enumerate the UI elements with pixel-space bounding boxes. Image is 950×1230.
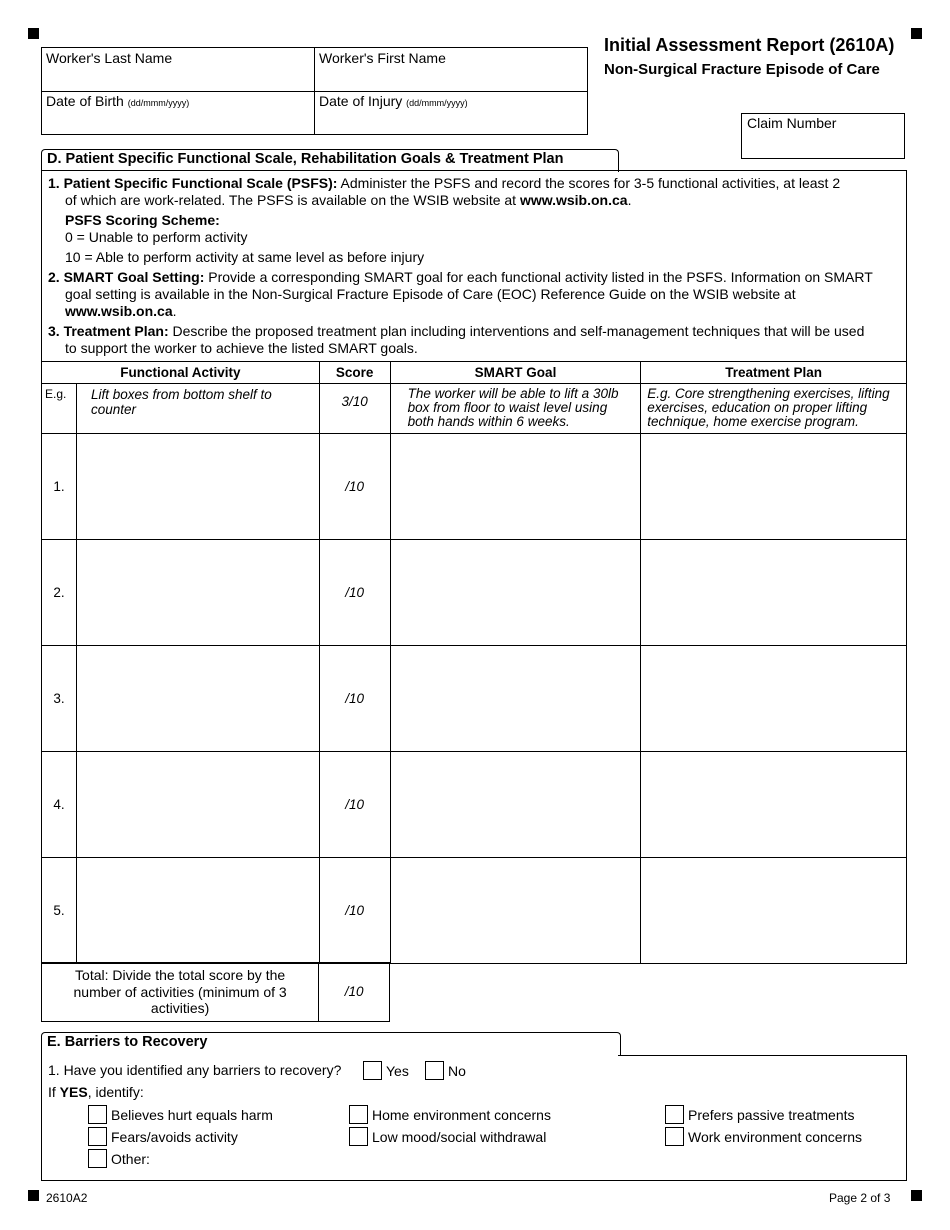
total-table (41, 962, 390, 1022)
smart-goal-input[interactable] (390, 540, 641, 646)
fears-checkbox[interactable] (88, 1127, 107, 1146)
example-label: E.g. (42, 384, 77, 434)
claim-number-label: Claim Number (747, 115, 837, 131)
row-number: 4. (42, 752, 77, 858)
page-number: Page 2 of 3 (829, 1191, 891, 1205)
form-code: 2610A2 (46, 1191, 88, 1205)
no-label: No (448, 1062, 466, 1079)
example-score: 3/10 (319, 384, 390, 434)
other-checkbox[interactable] (88, 1149, 107, 1168)
table-row (42, 858, 907, 964)
row-number: 2. (42, 540, 77, 646)
treatment-plan-input[interactable] (641, 434, 907, 540)
claim-number-field[interactable] (741, 113, 905, 159)
form-subtitle: Non-Surgical Fracture Episode of Care (604, 61, 880, 78)
table-row (42, 434, 907, 540)
item3-text-a: Describe the proposed treatment plan including interventions and self-management techniques that will be used (172, 323, 865, 339)
item2-heading: SMART Goal Setting: (63, 269, 205, 285)
low-mood-checkbox[interactable] (349, 1127, 368, 1146)
smart-goal-input[interactable] (390, 434, 641, 540)
item1-number: 1. (48, 175, 60, 191)
activity-input[interactable] (76, 434, 319, 540)
registration-mark-bottom-left (28, 1190, 39, 1201)
smart-goal-input[interactable] (390, 752, 641, 858)
item3-number: 3. (48, 323, 60, 339)
example-activity: Lift boxes from bottom shelf to counter (76, 384, 319, 434)
first-name-field[interactable] (315, 48, 587, 91)
other-label: Other: (111, 1150, 150, 1167)
instruction-2: 2. SMART Goal Setting: Provide a corresponding SMART goal for each functional activity listed in the PSFS. Information on SMART goal setting is available in the Non-Surgical Fracture Episode of Care (EOC) Reference Guide on the WSIB website at www.wsib.on.ca. (48, 269, 898, 320)
barriers-question: 1. Have you identified any barriers to recovery? (48, 1062, 342, 1078)
table-row (42, 646, 907, 752)
instruction-3 (48, 323, 898, 357)
scoring-10: 10 = Able to perform activity at same level as before injury (65, 249, 425, 265)
treatment-plan-input[interactable] (641, 540, 907, 646)
registration-mark-top-right (911, 28, 922, 39)
wsib-link-1[interactable]: www.wsib.on.ca (519, 192, 628, 208)
form-title: Initial Assessment Report (2610A) (604, 35, 895, 55)
last-name-label: Worker's Last Name (46, 50, 173, 66)
item3-heading: Treatment Plan: (63, 323, 169, 339)
item2-text-b: goal setting is available in the Non-Surgical Fracture Episode of Care (EOC) Reference Guide on the WSIB website at (65, 286, 796, 302)
activity-input[interactable] (76, 858, 319, 964)
dob-label: Date of Birth (46, 93, 124, 109)
fears-label: Fears/avoids activity (111, 1128, 238, 1145)
home-env-label: Home environment concerns (372, 1106, 551, 1123)
no-checkbox[interactable] (425, 1061, 444, 1080)
work-env-checkbox[interactable] (665, 1127, 684, 1146)
header-score: Score (319, 362, 390, 384)
scoring-0: 0 = Unable to perform activity (65, 229, 248, 245)
yes-checkbox[interactable] (363, 1061, 382, 1080)
date-of-injury-field[interactable] (315, 91, 587, 134)
doi-label: Date of Injury (319, 93, 403, 109)
passive-checkbox[interactable] (665, 1105, 684, 1124)
row-number: 5. (42, 858, 77, 964)
table-row (42, 540, 907, 646)
date-of-birth-field[interactable] (42, 91, 314, 134)
activity-input[interactable] (76, 752, 319, 858)
work-env-label: Work environment concerns (688, 1128, 863, 1145)
treatment-plan-input[interactable] (641, 858, 907, 964)
header-smart-goal: SMART Goal (390, 362, 641, 384)
table-header-row (42, 362, 907, 384)
item2-text-a: Provide a corresponding SMART goal for each functional activity listed in the PSFS. Information on SMART (208, 269, 873, 285)
example-goal: The worker will be able to lift a 30lb box from floor to waist level using both hands within 6 weeks. (390, 384, 641, 434)
score-input[interactable]: /10 (319, 646, 390, 752)
first-name-label: Worker's First Name (319, 50, 446, 66)
scoring-title: PSFS Scoring Scheme: (65, 212, 220, 228)
yes-label: Yes (386, 1062, 409, 1079)
dob-format: (dd/mmm/yyyy) (127, 98, 190, 108)
example-plan: E.g. Core strengthening exercises, lifting exercises, education on proper lifting technique, home exercise program. (641, 384, 907, 434)
psfs-table (41, 361, 907, 964)
hurt-harm-label: Believes hurt equals harm (111, 1106, 273, 1123)
doi-format: (dd/mmm/yyyy) (406, 98, 468, 108)
score-input[interactable]: /10 (319, 752, 390, 858)
activity-input[interactable] (76, 540, 319, 646)
treatment-plan-input[interactable] (641, 646, 907, 752)
activity-input[interactable] (76, 646, 319, 752)
passive-label: Prefers passive treatments (688, 1106, 855, 1123)
treatment-plan-input[interactable] (641, 752, 907, 858)
low-mood-label: Low mood/social withdrawal (372, 1128, 547, 1145)
if-yes-label (48, 1084, 144, 1100)
table-row (42, 752, 907, 858)
if-yes-bold: YES (59, 1084, 88, 1100)
item1-text-b: of which are work-related. The PSFS is available on the WSIB website at (65, 192, 517, 208)
total-label: Total: Divide the total score by the number of activities (minimum of 3 activities) (42, 963, 319, 1022)
home-env-checkbox[interactable] (349, 1105, 368, 1124)
hurt-harm-checkbox[interactable] (88, 1105, 107, 1124)
if-yes-suffix: , identify: (87, 1084, 144, 1100)
instruction-1: 1. Patient Specific Functional Scale (PSFS): Administer the PSFS and record the scores for 3-5 functional activities, at least 2 of which are work-related. The PSFS is available on the WSIB website at www.wsib.on.ca. PSFS Scoring Scheme: 0 = Unable to perform activity 10 = Able to perform activity at same level as before injury (48, 175, 898, 266)
score-input[interactable]: /10 (319, 540, 390, 646)
header-functional-activity: Functional Activity (42, 362, 320, 384)
wsib-link-2[interactable]: www.wsib.on.ca (65, 303, 173, 319)
if-yes-prefix: If (48, 1084, 56, 1100)
section-d-title: D. Patient Specific Functional Scale, Rehabilitation Goals & Treatment Plan (41, 149, 619, 172)
row-number: 3. (42, 646, 77, 752)
item3-text-b: to support the worker to achieve the listed SMART goals. (65, 340, 418, 356)
score-input[interactable]: /10 (319, 434, 390, 540)
item2-number: 2. (48, 269, 60, 285)
smart-goal-input[interactable] (390, 858, 641, 964)
section-e-title: E. Barriers to Recovery (41, 1032, 621, 1056)
header-treatment-plan: Treatment Plan (641, 362, 907, 384)
score-input[interactable]: /10 (319, 858, 390, 964)
registration-mark-bottom-right (911, 1190, 922, 1201)
smart-goal-input[interactable] (390, 646, 641, 752)
row-number: 1. (42, 434, 77, 540)
item1-text-a: Administer the PSFS and record the scores for 3-5 functional activities, at least 2 (340, 175, 841, 191)
total-score-input[interactable]: /10 (319, 963, 390, 1022)
example-row (42, 384, 907, 434)
item1-heading: Patient Specific Functional Scale (PSFS): (63, 175, 338, 191)
registration-mark-top-left (28, 28, 39, 39)
last-name-field[interactable] (42, 48, 314, 91)
